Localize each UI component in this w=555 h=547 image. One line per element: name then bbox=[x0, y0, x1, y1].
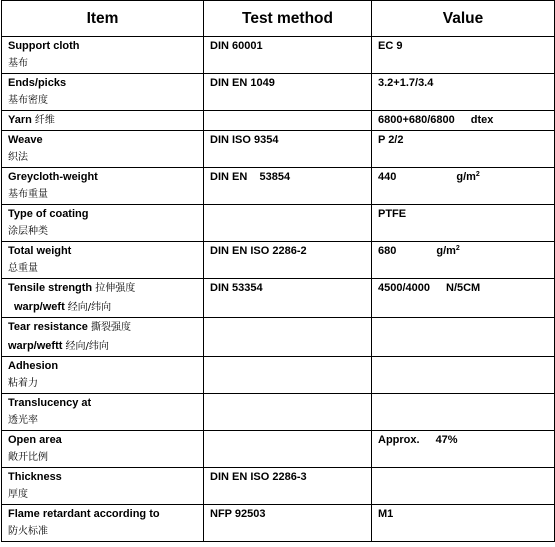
item-cn: 基布密度 bbox=[8, 95, 48, 106]
method-cell: DIN 60001 bbox=[204, 37, 372, 74]
header-method: Test method bbox=[204, 1, 372, 37]
value-text: M1 bbox=[378, 508, 394, 520]
header-value: Value bbox=[372, 1, 555, 37]
table-row bbox=[2, 431, 555, 468]
item-en: Flame retardant according to bbox=[8, 508, 160, 520]
item-cell bbox=[2, 131, 204, 168]
method-cell: NFP 92503 bbox=[204, 505, 372, 542]
value-cell bbox=[372, 357, 555, 394]
method-cell bbox=[204, 394, 372, 431]
item-cell bbox=[2, 111, 204, 131]
item-en: Translucency at bbox=[8, 397, 92, 409]
item-cn: 总重量 bbox=[8, 263, 38, 274]
method-cell: DIN EN 1049 bbox=[204, 74, 372, 111]
item-cn-sub: 经向/纬向 bbox=[65, 341, 109, 352]
item-cell bbox=[2, 205, 204, 242]
item-cell bbox=[2, 505, 204, 542]
value-cell bbox=[372, 318, 555, 357]
value-unit-exponent: 2 bbox=[455, 245, 460, 252]
item-en-sub: warp/weftt bbox=[8, 340, 63, 352]
method-cell bbox=[204, 111, 372, 131]
item-cell bbox=[2, 74, 204, 111]
value-cell bbox=[372, 279, 555, 318]
value-text: 680 bbox=[378, 245, 397, 257]
value-cell bbox=[372, 394, 555, 431]
value-unit: g/m bbox=[456, 171, 476, 183]
table-row bbox=[2, 505, 555, 542]
table-row bbox=[2, 242, 555, 279]
value-cell bbox=[372, 242, 555, 279]
method-cell bbox=[204, 205, 372, 242]
method-cell bbox=[204, 431, 372, 468]
item-cn: 撕裂强度 bbox=[90, 322, 131, 333]
item-cell bbox=[2, 318, 204, 357]
method-cell: DIN EN ISO 2286-3 bbox=[204, 468, 372, 505]
value-cell bbox=[372, 111, 555, 131]
item-en: Adhesion bbox=[8, 360, 59, 372]
table-row bbox=[2, 468, 555, 505]
table-row bbox=[2, 74, 555, 111]
item-cell bbox=[2, 357, 204, 394]
item-cn: 基布 bbox=[8, 58, 28, 69]
value-text: P 2/2 bbox=[378, 134, 404, 146]
item-en: Support cloth bbox=[8, 40, 80, 52]
item-cell bbox=[2, 431, 204, 468]
spec-table bbox=[1, 0, 555, 542]
item-en: Thickness bbox=[8, 471, 62, 483]
method-cell bbox=[204, 318, 372, 357]
table-row bbox=[2, 131, 555, 168]
item-cell bbox=[2, 468, 204, 505]
item-en: Tear resistance bbox=[8, 321, 88, 333]
header-row bbox=[2, 1, 555, 37]
value-cell bbox=[372, 37, 555, 74]
value-text: 3.2+1.7/3.4 bbox=[378, 77, 434, 89]
value-cell bbox=[372, 74, 555, 111]
value-unit: 47% bbox=[435, 434, 458, 446]
item-cell bbox=[2, 394, 204, 431]
item-cell bbox=[2, 279, 204, 318]
value-text: 6800+680/6800 bbox=[378, 114, 455, 126]
value-unit: g/m bbox=[436, 245, 456, 257]
item-cn: 涂层种类 bbox=[8, 226, 48, 237]
item-cn: 粘着力 bbox=[8, 378, 38, 389]
value-unit: dtex bbox=[470, 114, 494, 126]
method-cell bbox=[204, 357, 372, 394]
item-cn: 基布重量 bbox=[8, 189, 48, 200]
header-item: Item bbox=[2, 1, 204, 37]
value-text: 4500/4000 bbox=[378, 282, 430, 294]
method-cell: DIN EN 53854 bbox=[204, 168, 372, 205]
item-en: Weave bbox=[8, 134, 43, 146]
value-text: 440 bbox=[378, 171, 397, 183]
item-en: Ends/picks bbox=[8, 77, 67, 89]
item-cn: 防火标准 bbox=[8, 526, 48, 537]
value-cell bbox=[372, 168, 555, 205]
table-row bbox=[2, 318, 555, 357]
value-text: PTFE bbox=[378, 208, 407, 220]
table-row bbox=[2, 37, 555, 74]
item-cell bbox=[2, 168, 204, 205]
method-cell: DIN ISO 9354 bbox=[204, 131, 372, 168]
item-cn: 拉伸强度 bbox=[95, 283, 136, 294]
table-row bbox=[2, 394, 555, 431]
value-cell bbox=[372, 505, 555, 542]
item-cn: 纤维 bbox=[34, 115, 55, 126]
item-en: Yarn bbox=[8, 114, 32, 126]
item-en: Tensile strength bbox=[8, 282, 93, 294]
item-en: Total weight bbox=[8, 245, 72, 257]
item-en: Type of coating bbox=[8, 208, 89, 220]
value-text: Approx. bbox=[378, 434, 420, 446]
item-en: Open area bbox=[8, 434, 62, 446]
value-cell bbox=[372, 131, 555, 168]
item-cn: 厚度 bbox=[8, 489, 28, 500]
item-cn: 敞开比例 bbox=[8, 452, 48, 463]
method-cell: DIN 53354 bbox=[204, 279, 372, 318]
value-cell bbox=[372, 468, 555, 505]
table-row bbox=[2, 357, 555, 394]
value-text: EC 9 bbox=[378, 40, 403, 52]
item-cn: 透光率 bbox=[8, 415, 38, 426]
item-cn: 织法 bbox=[8, 152, 28, 163]
value-unit-exponent: 2 bbox=[475, 171, 480, 178]
value-cell bbox=[372, 205, 555, 242]
item-cell bbox=[2, 37, 204, 74]
method-cell: DIN EN ISO 2286-2 bbox=[204, 242, 372, 279]
value-unit: N/5CM bbox=[446, 282, 481, 294]
table-row bbox=[2, 111, 555, 131]
item-cell bbox=[2, 242, 204, 279]
value-cell bbox=[372, 431, 555, 468]
table-row bbox=[2, 205, 555, 242]
item-cn-sub: 经向/纬向 bbox=[67, 302, 112, 313]
item-en: Greycloth-weight bbox=[8, 171, 98, 183]
table-row bbox=[2, 168, 555, 205]
table-row bbox=[2, 279, 555, 318]
item-en-sub: warp/weft bbox=[14, 301, 65, 313]
